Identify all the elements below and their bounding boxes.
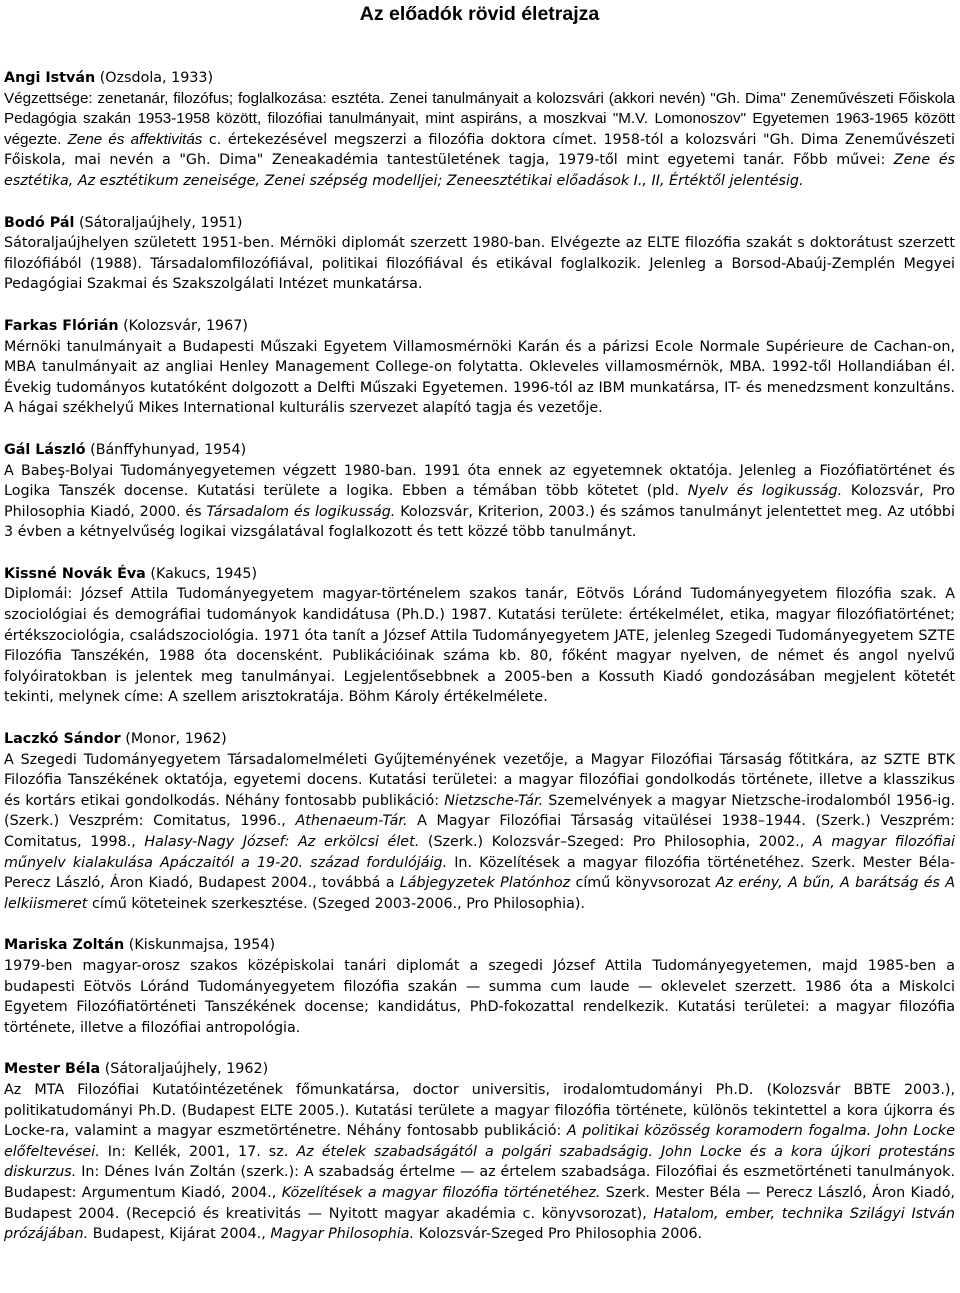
person-name: Kissné Novák Éva: [4, 565, 146, 582]
person-name: Mester Béla: [4, 1061, 101, 1078]
biography-heading: [4, 1059, 955, 1080]
work-title: A magyar filozófiai műnyelv kialakulása Apáczaitól a 19-20. század fordulójáig.: [4, 834, 956, 871]
biography-heading: [4, 213, 955, 234]
biography-text: [4, 750, 955, 915]
work-title: Lábjegyzetek Platónhoz: [399, 875, 571, 892]
text-segment: című köteteinek szerkesztése. (Szeged 2003-2006., Pro Philosophia).: [87, 895, 585, 912]
text-segment: (Szerk.) Kolozsvár–Szeged: Pro Philosophia, 2002.,: [419, 834, 813, 850]
work-title: Athenaeum-Tár.: [295, 813, 408, 830]
biography-text: [4, 1080, 955, 1245]
biography-text: [4, 233, 955, 295]
text-segment: In: Kellék, 2001, 17. sz.: [99, 1143, 297, 1160]
biography-heading: [4, 316, 955, 337]
text-segment: Diplomái: József Attila Tudományegyetem magyar-történelem szakos tanár, Eötvös Lóránd Tudományegyetem filozófia szak. A szociológiai és demográfiai tudományok kandidátusa (Ph.D.) 1987. Kutatási területe: értékelmélet, etika, magyar filozófiatörténet; értékszociológia, családszociológia. 1971 óta tanít a József Attila Tudományegyetem JATE, jelenleg Szegedi Tudományegyetem SZTE Filozófia Tanszékén, 1988 óta docensként. Publikációinak száma kb. 80, főként magyar nyelven, de német és angol nyelvű folyóiratokban is jelentek meg tanulmányai. Legjelentősebbnek a 2005-ben a Kossuth Kiadó gondozásában megjelent kötetét tekinti, melynek címe: A szellem arisztokratája. Böhm Károly értékelmélete.: [4, 586, 955, 706]
person-name: Gál László: [4, 441, 86, 458]
text-segment: Kolozsvár-Szeged Pro Philosophia 2006.: [414, 1226, 703, 1243]
page-title: Az előadók rövid életrajza: [359, 3, 600, 25]
text-segment: In: Dénes Iván Zoltán (szerk.): A szabadság értelme — az értelem szabadsága. Filozófiai és eszmetörténeti tanulmányok. Budapest: Argumentum Kiadó, 2004.,: [4, 1164, 955, 1201]
work-title: Közelítések a magyar filozófia történetéhez.: [281, 1184, 601, 1201]
text-segment: 1979-ben magyar-orosz szakos középiskolai tanári diplomát a szegedi József Attila Tudományegyetemen, majd 1985-ben a budapesti Eötvös Lóránd Tudományegyetem filozófia szakán — summa cum laude — oklevelet szerzett. 1986 óta a Miskolci Egyetem Filozófiatörténeti Tanszékének docense; kandidátus, PhD-fokozattal rendelkezik. Kutatási területei: a magyar filozófia története, illetve a filozófiai antropológia.: [4, 957, 955, 1036]
biography-heading: [4, 440, 955, 461]
biography-text: [4, 337, 955, 419]
text-segment: A Magyar Filozófiai Társaság vitaülései 1938–1944. (Szerk.) Veszprém: Comitatus, 1998.,: [4, 813, 955, 850]
birthplace-year: (Kiskunmajsa, 1954): [128, 937, 276, 954]
work-title: Nietzsche-Tár.: [444, 792, 544, 809]
biography-heading: [4, 729, 955, 750]
birthplace-year: (Sátoraljaújhely, 1951): [78, 214, 243, 231]
text-segment: A Babeş-Bolyai Tudományegyetemen végzett 1980-ban. 1991 óta ennek az egyetemnek oktatója. Jelenleg a Fiozófiatörténet és Logika Tanszék docense. Kutatási területe a logika. Ebben a témában több kötetet (pld.: [4, 462, 955, 500]
work-title: Zene és esztétika, Az esztétikum zeneisége, Zenei szépség modelljei; Zeneesztétikai előadások I., II, Értéktől jelentésig.: [4, 152, 955, 189]
birthplace-year: (Ozsdola, 1933): [99, 70, 214, 86]
biography-heading: [4, 68, 955, 89]
text-segment: Szemelvények a magyar Nietzsche-irodalomból 1956-ig. (Szerk.) Veszprém: Comitatus, 1996.,: [4, 792, 955, 830]
text-segment: Kolozsvár, Pro Philosophia Kiadó, 2000. és: [4, 483, 956, 520]
work-title: Társadalom és logikusság.: [206, 503, 396, 520]
text-segment: Végzettsége: zenetanár, filozófus; foglalkozása: esztéta. Zenei tanulmányait a kolozsvári (akkori nevén) "Gh. Dima" Zeneművészeti Főiskola Pedagógia szakán 1953-1958 között, filozófiai tanulmányait, mint aspiráns, a moszkvai "M.V. Lomonoszov" Egyetemen 1963-1965 között végezte.: [4, 89, 955, 148]
work-title: Halasy-Nagy József: Az erkölcsi élet.: [144, 834, 420, 850]
person-name: Laczkó Sándor: [4, 731, 121, 748]
biography-entry: [4, 213, 955, 295]
text-segment: Az MTA Filozófiai Kutatóintézetének főmunkatársa, doctor universitis, irodalomtudományi Ph.D. (Kolozsvár BBTE 2003.), politikatudományi Ph.D. (Budapest ELTE 2005.). Kutatási területe a magyar filozófia története, különös tekintettel a kora újkorra és Locke-ra, valamint a magyar eszmetörténetre. Néhány fontosabb publikáció:: [4, 1081, 955, 1140]
work-title: Magyar Philosophia.: [270, 1226, 415, 1243]
text-segment: Sátoraljaújhelyen született 1951-ben. Mérnöki diplomát szerzett 1980-ban. Elvégezte az ELTE filozófia szakát s doktorátust szerzett filozófiából (1988). Társadalomfilozófiával, politikai filozófiával és etikával foglalkozik. Jelenleg a Borsod-Abaúj-Zemplén Megyei Pedagógiai Szakmai és Szakszolgálati Intézet munkatársa.: [4, 235, 955, 293]
birthplace-year: (Bánffyhunyad, 1954): [90, 441, 247, 458]
birthplace-year: (Kolozsvár, 1967): [123, 317, 248, 334]
biography-text: [4, 89, 955, 192]
biography-entry: [4, 440, 955, 543]
biography-entry: [4, 1059, 955, 1244]
work-title: Az erény, A bűn, A barátság és A lelkiismeret: [4, 875, 956, 912]
biography-list: [4, 68, 955, 1245]
birthplace-year: (Monor, 1962): [125, 731, 227, 748]
person-name: Angi István: [4, 70, 96, 86]
work-title: Nyelv és logikusság.: [687, 483, 843, 500]
text-segment: Mérnöki tanulmányait a Budapesti Műszaki Egyetem Villamosmérnöki Karán és a párizsi Ecole Normale Supérieure de Cachan-on, MBA tanulmányait az angliai Henley Management College-on folytatta. Okleveles villamosmérnök, MBA. 1992-től Hollandiában él. Évekig tudományos kutatóként dolgozott a Delfti Műszaki Egyetemen. 1996-tól az IBM munkatársa, IT- és menedzsment konzultáns. A hágai székhelyű Mikes International kulturális szervezet alapító tagja és vezetője.: [4, 338, 955, 417]
biography-entry: [4, 935, 955, 1038]
biography-text: [4, 956, 955, 1038]
text-segment: Szerk. Mester Béla — Perecz László, Áron Kiadó, Budapest 2004. (Recepció és kreativitás — Nyitott magyar akadémia c. könyvsorozat),: [4, 1184, 955, 1222]
work-title: Az ételek szabadságától a polgári szabadságig. John Locke és a kora újkori protestáns diskurzus.: [4, 1143, 955, 1181]
biography-heading: [4, 564, 955, 585]
text-segment: című könyvsorozat: [570, 875, 716, 892]
biography-text: [4, 584, 955, 708]
text-segment: A Szegedi Tudományegyetem Társadalomelméleti Gyűjteményének vezetője, a Magyar Filozófiai Társaság főtitkára, az SZTE BTK Filozófia Tanszékének oktatója, egyetemi docens. Kutatási területei: a magyar filozófiai gondolkodás története, illetve a klasszikus és kortárs etikai gondolkodás. Néhány fontosabb publikáció:: [4, 751, 955, 809]
text-segment: In. Közelítések a magyar filozófia történetéhez. Szerk. Mester Béla-Perecz László, Áron Kiadó, Budapest 2004., továbbá a: [4, 854, 955, 892]
work-title: Zene és affektivitás: [67, 130, 203, 148]
biography-entry: [4, 564, 955, 708]
person-name: Farkas Flórián: [4, 317, 119, 334]
person-name: Bodó Pál: [4, 214, 75, 231]
birthplace-year: (Kakucs, 1945): [150, 565, 258, 582]
biography-entry: [4, 316, 955, 419]
biography-heading: [4, 935, 955, 956]
birthplace-year: (Sátoraljaújhely, 1962): [104, 1061, 269, 1078]
biography-entry: [4, 68, 955, 192]
text-segment: Kolozsvár, Kriterion, 2003.) és számos tanulmányt jelentettet meg. Az utóbbi 3 évben a kétnyelvűség logikai vizsgálatával foglalkozott és tett közzé több tanulmányt.: [4, 503, 955, 541]
work-title: A politikai közösség koramodern fogalma. John Locke előfeltevései.: [4, 1123, 956, 1160]
work-title: Hatalom, ember, technika Szilágyi István prózájában.: [4, 1205, 955, 1243]
person-name: Mariska Zoltán: [4, 937, 125, 954]
biography-text: [4, 461, 955, 543]
text-segment: c. értekezésével megszerzi a filozófia doktora címet. 1958-tól a kolozsvári "Gh. Dima Zeneművészeti Főiskola, mai nevén a "Gh. Dima" Zeneakadémia tantestületének tagja, 1979-től mint egyetemi tanár. Főbb művei:: [4, 131, 955, 169]
biography-entry: [4, 729, 955, 914]
text-segment: Budapest, Kijárat 2004.,: [88, 1226, 271, 1243]
